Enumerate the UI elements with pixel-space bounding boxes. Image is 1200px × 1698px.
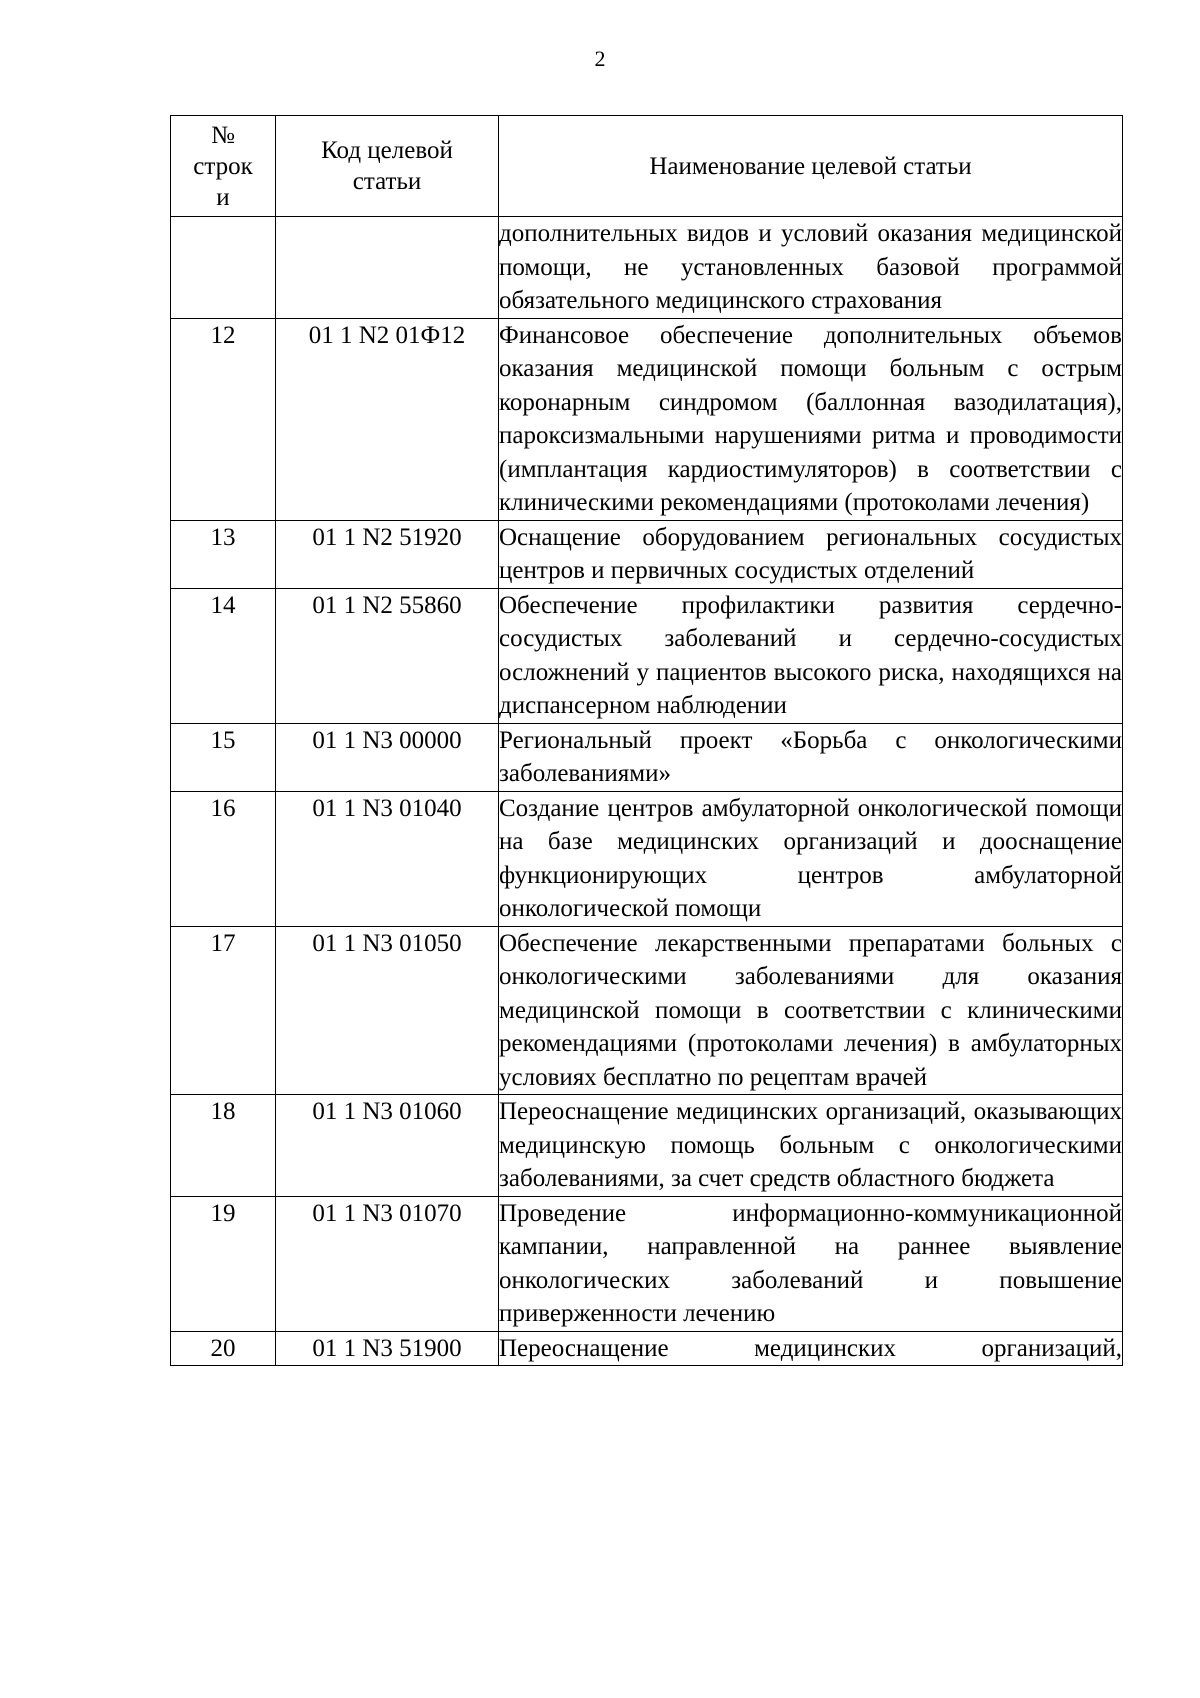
- article-name-cell: Обеспечение профилактики развития сердечно-сосудистых заболеваний и сердечно-сосудистых осложнений у пациентов высокого риска, находящихся на диспансерном наблюдении: [499, 588, 1123, 723]
- article-name-cell: Создание центров амбулаторной онкологической помощи на базе медицинских организаций и дооснащение функционирующих центров амбулаторной онкологической помощи: [499, 791, 1123, 926]
- article-name-cell: Проведение информационно-коммуникационной кампании, направленной на раннее выявление онкологических заболеваний и повышение приверженности лечению: [499, 1196, 1123, 1331]
- article-code-cell: 01 1 N2 01Ф12: [276, 318, 499, 520]
- row-number-cell: 15: [171, 723, 276, 791]
- row-number-cell: 18: [171, 1095, 276, 1197]
- target-articles-table: [170, 115, 1123, 1366]
- article-name-cell: Переоснащение медицинских организаций, оказывающих медицинскую помощь больным с онкологическими заболеваниями, за счет средств областного бюджета: [499, 1095, 1123, 1197]
- table-row: [171, 1331, 1123, 1366]
- article-code-cell: 01 1 N2 55860: [276, 588, 499, 723]
- table-row: [171, 723, 1123, 791]
- article-name-cell: Переоснащение медицинских организаций,: [499, 1331, 1123, 1366]
- row-number-cell: 16: [171, 791, 276, 926]
- article-code-cell: 01 1 N3 01070: [276, 1196, 499, 1331]
- article-name-cell: Финансовое обеспечение дополнительных объемов оказания медицинской помощи больным с острым коронарным синдромом (баллонная вазодилатация), пароксизмальными нарушениями ритма и проводимости (имплантация кардиостимуляторов) в соответствии с клиническими рекомендациями (протоколами лечения): [499, 318, 1123, 520]
- table-row: [171, 1095, 1123, 1197]
- table-row: [171, 1196, 1123, 1331]
- table-header-row: [171, 116, 1123, 217]
- table-row: [171, 520, 1123, 588]
- row-number-cell: 12: [171, 318, 276, 520]
- article-code-cell: 01 1 N3 00000: [276, 723, 499, 791]
- article-name-cell: Региональный проект «Борьба с онкологическими заболеваниями»: [499, 723, 1123, 791]
- table-row: [171, 588, 1123, 723]
- row-number-cell: 13: [171, 520, 276, 588]
- article-code-cell: 01 1 N2 51920: [276, 520, 499, 588]
- table-row: [171, 926, 1123, 1095]
- table-row: [171, 791, 1123, 926]
- article-name-cell: Оснащение оборудованием региональных сосудистых центров и первичных сосудистых отделений: [499, 520, 1123, 588]
- header-row-number: № строк и: [171, 116, 276, 217]
- row-number-cell: 14: [171, 588, 276, 723]
- article-code-cell: 01 1 N3 01060: [276, 1095, 499, 1197]
- header-article-name: Наименование целевой статьи: [499, 116, 1123, 217]
- row-number-cell: [171, 217, 276, 319]
- header-article-code: Код целевой статьи: [276, 116, 499, 217]
- article-name-cell: дополнительных видов и условий оказания медицинской помощи, не установленных базовой программой обязательного медицинского страхования: [499, 217, 1123, 319]
- article-code-cell: 01 1 N3 01040: [276, 791, 499, 926]
- table-body: [171, 217, 1123, 1366]
- article-code-cell: 01 1 N3 51900: [276, 1331, 499, 1366]
- row-number-cell: 17: [171, 926, 276, 1095]
- article-code-cell: 01 1 N3 01050: [276, 926, 499, 1095]
- table-row: [171, 318, 1123, 520]
- table-row: [171, 217, 1123, 319]
- row-number-cell: 20: [171, 1331, 276, 1366]
- page-number: 2: [594, 46, 606, 71]
- article-code-cell: [276, 217, 499, 319]
- row-number-cell: 19: [171, 1196, 276, 1331]
- article-name-cell: Обеспечение лекарственными препаратами больных с онкологическими заболеваниями для оказания медицинской помощи в соответствии с клиническими рекомендациями (протоколами лечения) в амбулаторных условиях бесплатно по рецептам врачей: [499, 926, 1123, 1095]
